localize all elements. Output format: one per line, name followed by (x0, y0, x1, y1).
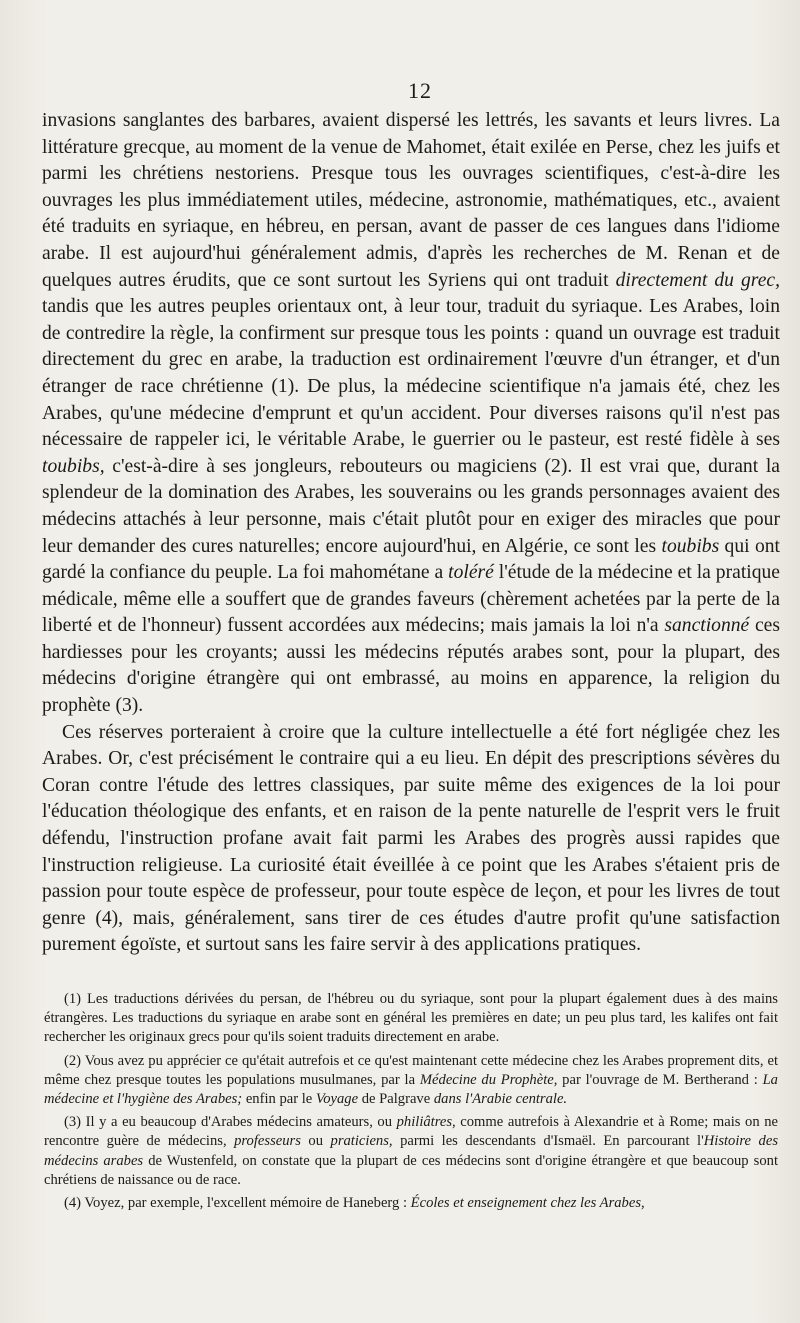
italic-run: Médecine du Prophète, (419, 1071, 558, 1088)
text-run: qui ont gardé la confiance du peuple. La foi mahométane a (42, 535, 780, 584)
text-run: (2) Vous avez pu apprécier ce qu'était autrefois et ce qu'est maintenant cette médecine chez les Arabes proprement dits, et même chez presque toutes les populations musulmanes, par la (44, 1052, 778, 1088)
text-run: c'est-à-dire à ses jongleurs, rebouteurs ou magiciens (2). Il est vrai que, durant la splendeur de la domination des Arabes, les souverains ou les grands personnages avaient des médecins attachés à leur personne, mais c'était plutôt pour en exiger des miracles que pour leur demander des cures naturelles; encore aujourd'hui, en Algérie, ce sont les (42, 455, 780, 557)
paragraph (42, 108, 780, 720)
italic-run: philiâtres, (396, 1114, 456, 1131)
italic-run: Histoire des médecins arabes (44, 1133, 779, 1169)
footnote (44, 1194, 778, 1213)
text-run: (3) Il y a eu beaucoup d'Arabes médecins amateurs, ou (64, 1114, 397, 1131)
italic-run: praticiens, (330, 1133, 393, 1150)
text-run: parmi les descendants d'Ismaël. En parcourant l' (392, 1133, 704, 1150)
text-run: ou (300, 1133, 331, 1150)
text-run: comme autrefois à Alexandrie et à Rome; mais on ne rencontre guère de médecins, (44, 1114, 778, 1150)
italic-run: sanctionné (664, 615, 750, 637)
footnotes (44, 990, 778, 1217)
text-run: invasions sanglantes des barbares, avaient dispersé les lettrés, les savants et leurs livres. La littérature grecque, au moment de la venue de Mahomet, était exilée en Perse, chez les juifs et parmi les chrétiens nestoriens. Presque tous les ouvrages scientifiques, c'est-à-dire les ouvrages les plus immédiatement utiles, médecine, astronomie, mathématiques, etc., avaient été traduits en syriaque, en hébreu, en persan, avant de passer de ces langues dans l'idiome arabe. Il est aujourd'hui généralement admis, d'après les recherches de M. Renan et de quelques autres érudits, que ce sont surtout les Syriens qui ont traduit (42, 110, 780, 291)
text-run: (4) Voyez, par exemple, l'excellent mémoire de Haneberg : (64, 1195, 411, 1212)
italic-run: directement du grec, (615, 269, 780, 291)
italic-run: toubibs, (42, 455, 105, 477)
italic-run: dans l'Arabie centrale. (433, 1091, 568, 1108)
paragraph (42, 720, 780, 959)
italic-run: professeurs (234, 1133, 301, 1150)
text-run: ces hardiesses pour les croyants; aussi les médecins réputés arabes sont, pour la plupart, des médecins d'origine étrangère qui ont embrassé, au moins en apparence, la religion du prophète (3). (42, 615, 780, 717)
text-run: l'étude de la médecine et la pratique médicale, même elle a souffert que de grandes faveurs (chèrement achetées par la perte de la liberté et de l'honneur) fussent accordées aux médecins; mais jamais la loi n'a (42, 562, 780, 637)
page-number: 12 (408, 78, 432, 103)
footnote (44, 1052, 778, 1110)
italic-run: toléré (448, 562, 494, 584)
text-run: de Palgrave (358, 1091, 434, 1108)
main-text (42, 108, 780, 959)
italic-run: Voyage (315, 1091, 359, 1108)
text-run: tandis que les autres peuples orientaux ont, à leur tour, traduit du syriaque. Les Arabes, loin de contredire la règle, la confirment sur presque tous les points : quand un ouvrage est traduit directement du grec en arabe, la traduction est ordinairement l'œuvre d'un étranger, et d'un étranger de race chrétienne (1). De plus, la médecine scientifique n'a jamais été, chez les Arabes, qu'une médecine d'emprunt et qu'un accident. Pour diverses raisons qu'il n'est pas nécessaire de rappeler ici, le véritable Arabe, le guerrier ou le pasteur, est resté fidèle à ses (42, 296, 780, 451)
text-run: de Wustenfeld, on constate que la plupart de ces médecins sont d'origine étrangère et que beaucoup sont chrétiens de naissance ou de race. (44, 1152, 778, 1188)
text-run: enfin par le (242, 1091, 316, 1108)
italic-run: Écoles et enseignement chez les Arabes, (410, 1195, 645, 1212)
text-run: par l'ouvrage de M. Bertherand : (557, 1071, 763, 1088)
footnote (44, 1113, 778, 1190)
italic-run: toubibs (661, 535, 720, 557)
footnote (44, 990, 778, 1048)
text-run: Ces réserves porteraient à croire que la culture intellectuelle a été fort négligée chez les Arabes. Or, c'est précisément le contraire qui a eu lieu. En dépit des prescriptions sévères du Coran contre l'étude des lettres classiques, par suite même des exigences de la loi pour l'éducation théologique des enfants, et en raison de la pente naturelle de l'esprit vers le fruit défendu, l'instruction profane avait fait parmi les Arabes des progrès aussi rapides que l'instruction religieuse. La curiosité était éveillée à ce point que les Arabes s'étaient pris de passion pour toute espèce de professeur, pour toute espèce de leçon, et pour les livres de tout genre (4), mais, généralement, sans tirer de ces études d'autre profit qu'une satisfaction purement égoïste, et surtout sans les faire servir à des applications pratiques. (42, 721, 780, 956)
text-run: (1) Les traductions dérivées du persan, de l'hébreu ou du syriaque, sont pour la plupart également dues à des mains étrangères. Les traductions du syriaque en arabe sont en général les premières en date; un peu plus tard, les kalifes ont fait rechercher les originaux grecs pour qu'ils soient traduits directement en arabe. (44, 991, 778, 1046)
italic-run: La médecine et l'hygiène des Arabes; (44, 1071, 778, 1108)
